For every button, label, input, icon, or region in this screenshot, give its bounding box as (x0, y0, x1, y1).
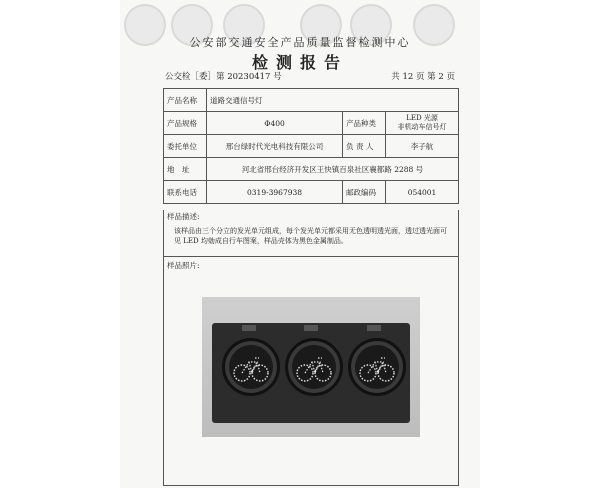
signal-light-panel (212, 323, 410, 423)
table-row (164, 181, 459, 204)
bicycle-signal-icon (357, 347, 397, 387)
bicycle-signal-icon (231, 347, 271, 387)
mounting-tab (242, 325, 256, 331)
postcode-value: 054001 (386, 181, 459, 204)
spec-label: 产品规格 (164, 112, 207, 135)
info-table (163, 88, 459, 204)
client-label: 委托单位 (164, 135, 207, 158)
bicycle-signal-icon (294, 347, 334, 387)
report-number: 公交检［委］第 20230417 号 (165, 72, 282, 82)
signal-lamp-unit (348, 338, 406, 396)
table-row (164, 158, 459, 181)
type-label: 产品种类 (343, 112, 386, 135)
phone-label: 联系电话 (164, 181, 207, 204)
issuing-organization: 公安部交通安全产品质量监督检测中心 (189, 36, 411, 49)
sample-description (163, 210, 459, 257)
table-row (164, 135, 459, 158)
address-label: 地 址 (164, 158, 207, 181)
sample-photo-section (163, 256, 459, 486)
mounting-tab (367, 325, 381, 331)
report-title: 检测报告 (251, 53, 348, 72)
description-label: 样品描述: (167, 212, 200, 221)
signal-lamp-unit (222, 338, 280, 396)
client-value: 邢台绿时代光电科技有限公司 (207, 135, 343, 158)
postcode-label: 邮政编码 (343, 181, 386, 204)
sample-photo (202, 297, 420, 437)
person-value: 李子航 (386, 135, 459, 158)
table-row (164, 112, 459, 135)
type-line-2: 非机动车信号灯 (397, 123, 447, 131)
person-label: 负 责 人 (343, 135, 386, 158)
signal-lamp-unit (285, 338, 343, 396)
photo-label: 样品照片: (167, 261, 200, 270)
type-value (386, 112, 459, 135)
type-line-1: LED 光源 (406, 114, 438, 122)
spec-value: Φ400 (207, 112, 343, 135)
address-value: 河北省邢台经济开发区王快镇百泉社区襄都路 2288 号 (207, 158, 459, 181)
page-info: 共 12 页 第 2 页 (391, 72, 455, 82)
phone-value: 0319-3967938 (207, 181, 343, 204)
table-row (164, 89, 459, 112)
product-name-value: 道路交通信号灯 (207, 89, 459, 112)
description-text: 该样品由三个分立的发光单元组成，每个发光单元都采用无色透明透光面，透过透光面可见 LED 均勀成自行车图案，样品壳体为黑色金属制品。 (174, 227, 447, 245)
product-name-label: 产品名称 (164, 89, 207, 112)
mounting-tab (304, 325, 318, 331)
